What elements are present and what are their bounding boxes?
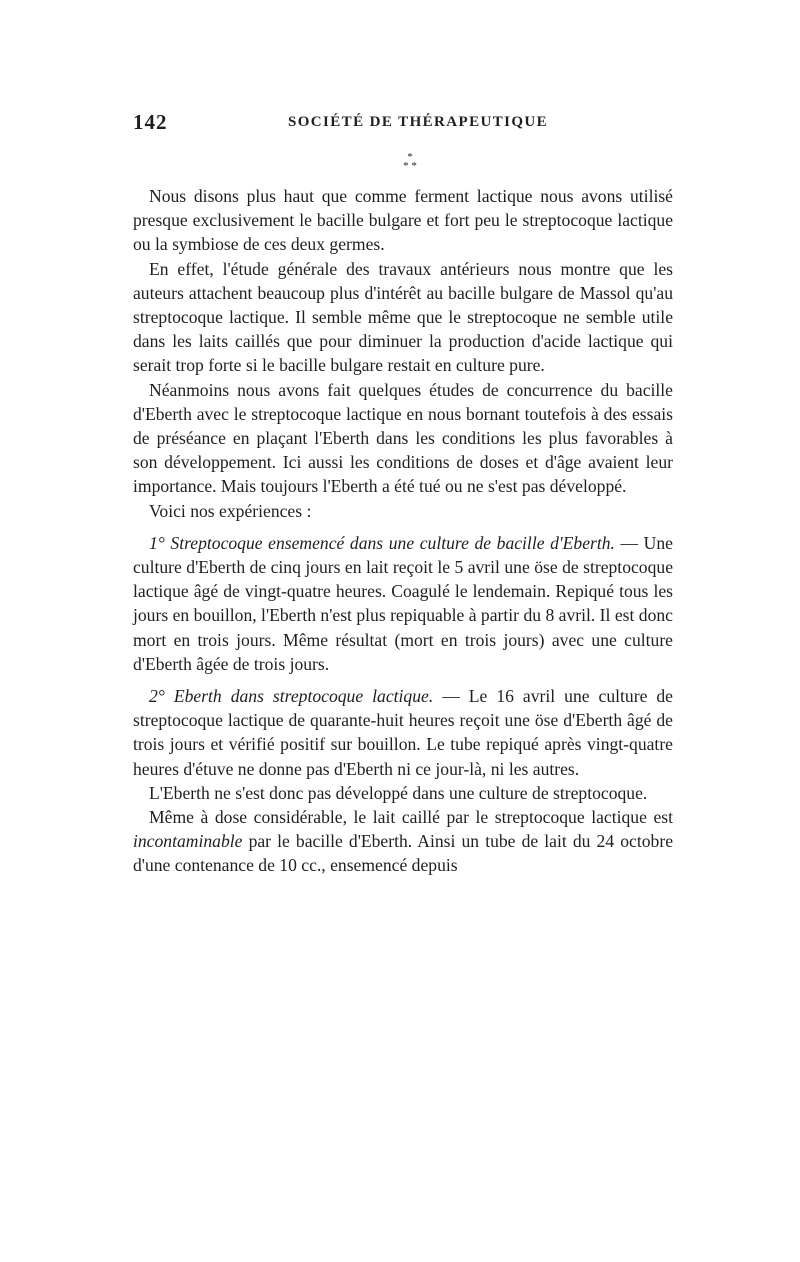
- ornament-bottom: * *: [403, 160, 417, 172]
- text-run: par le bacille d'Eberth. Ainsi un tube de lait du 24 octobre d'une contenance de 10 cc., ensemencé depuis: [133, 831, 673, 876]
- body-text: [133, 184, 673, 878]
- text-run: Même à dose considérable, le lait caillé par le streptocoque lactique est: [149, 807, 673, 828]
- page-header: [133, 110, 673, 140]
- italic-term: incontaminable: [133, 831, 243, 852]
- experiment-text: — Une culture d'Eberth de cinq jours en lait reçoit le 5 avril une öse de streptocoque lactique âgé de vingt-quatre heures. Coagulé le lendemain. Repiqué tous les jours en bouillon, l'Eberth n'est plus repiquable à partir du 8 avril. Il est donc mort en trois jours. Même résultat (mort en trois jours) avec une culture d'Eberth âgée de trois jours.: [133, 532, 673, 674]
- experiment-2: [133, 684, 673, 781]
- paragraph: En effet, l'étude générale des travaux antérieurs nous montre que les auteurs attachent beaucoup plus d'intérêt au bacille bulgare de Massol qu'au streptocoque lactique. Il semble même que le streptocoque ne semble utile dans les laits caillés que pour diminuer la production d'acide lactique qui serait trop forte si le bacille bulgare restait en culture pure.: [133, 258, 673, 376]
- experiment-text: — Le 16 avril une culture de streptocoque lactique de quarante-huit heures reçoit une öse d'Eberth âgé de trois jours et vérifié positif sur bouillon. Le tube repiqué après vingt-quatre heures d'étuve ne donne pas d'Eberth ni ce jour-là, ni les autres.: [133, 686, 673, 779]
- section-ornament: [380, 153, 440, 183]
- paragraph: [133, 805, 673, 878]
- experiment-title: 1° Streptocoque ensemencé dans une culture de bacille d'Eberth.: [149, 532, 615, 553]
- experiment-title: 2° Eberth dans streptocoque lactique.: [149, 686, 434, 707]
- ornament-top: *: [407, 151, 413, 163]
- page-number: 142: [133, 110, 168, 134]
- paragraph: Néanmoins nous avons fait quelques études de concurrence du bacille d'Eberth avec le streptocoque lactique en nous bornant toutefois à des essais de préséance en plaçant l'Eberth dans les conditions les plus favorables à son développement. Ici aussi les conditions de doses et d'âge avaient leur importance. Mais toujours l'Eberth a été tué ou ne s'est pas développé.: [133, 379, 673, 497]
- experiment-1: [133, 531, 673, 676]
- paragraph: Nous disons plus haut que comme ferment lactique nous avons utilisé presque exclusivement le bacille bulgare et fort peu le streptocoque lactique ou la symbiose de ces deux germes.: [133, 186, 673, 255]
- paragraph: L'Eberth ne s'est donc pas développé dans une culture de streptocoque.: [149, 782, 648, 803]
- paragraph: Voici nos expériences :: [149, 500, 312, 521]
- running-title: SOCIÉTÉ DE THÉRAPEUTIQUE: [288, 114, 549, 130]
